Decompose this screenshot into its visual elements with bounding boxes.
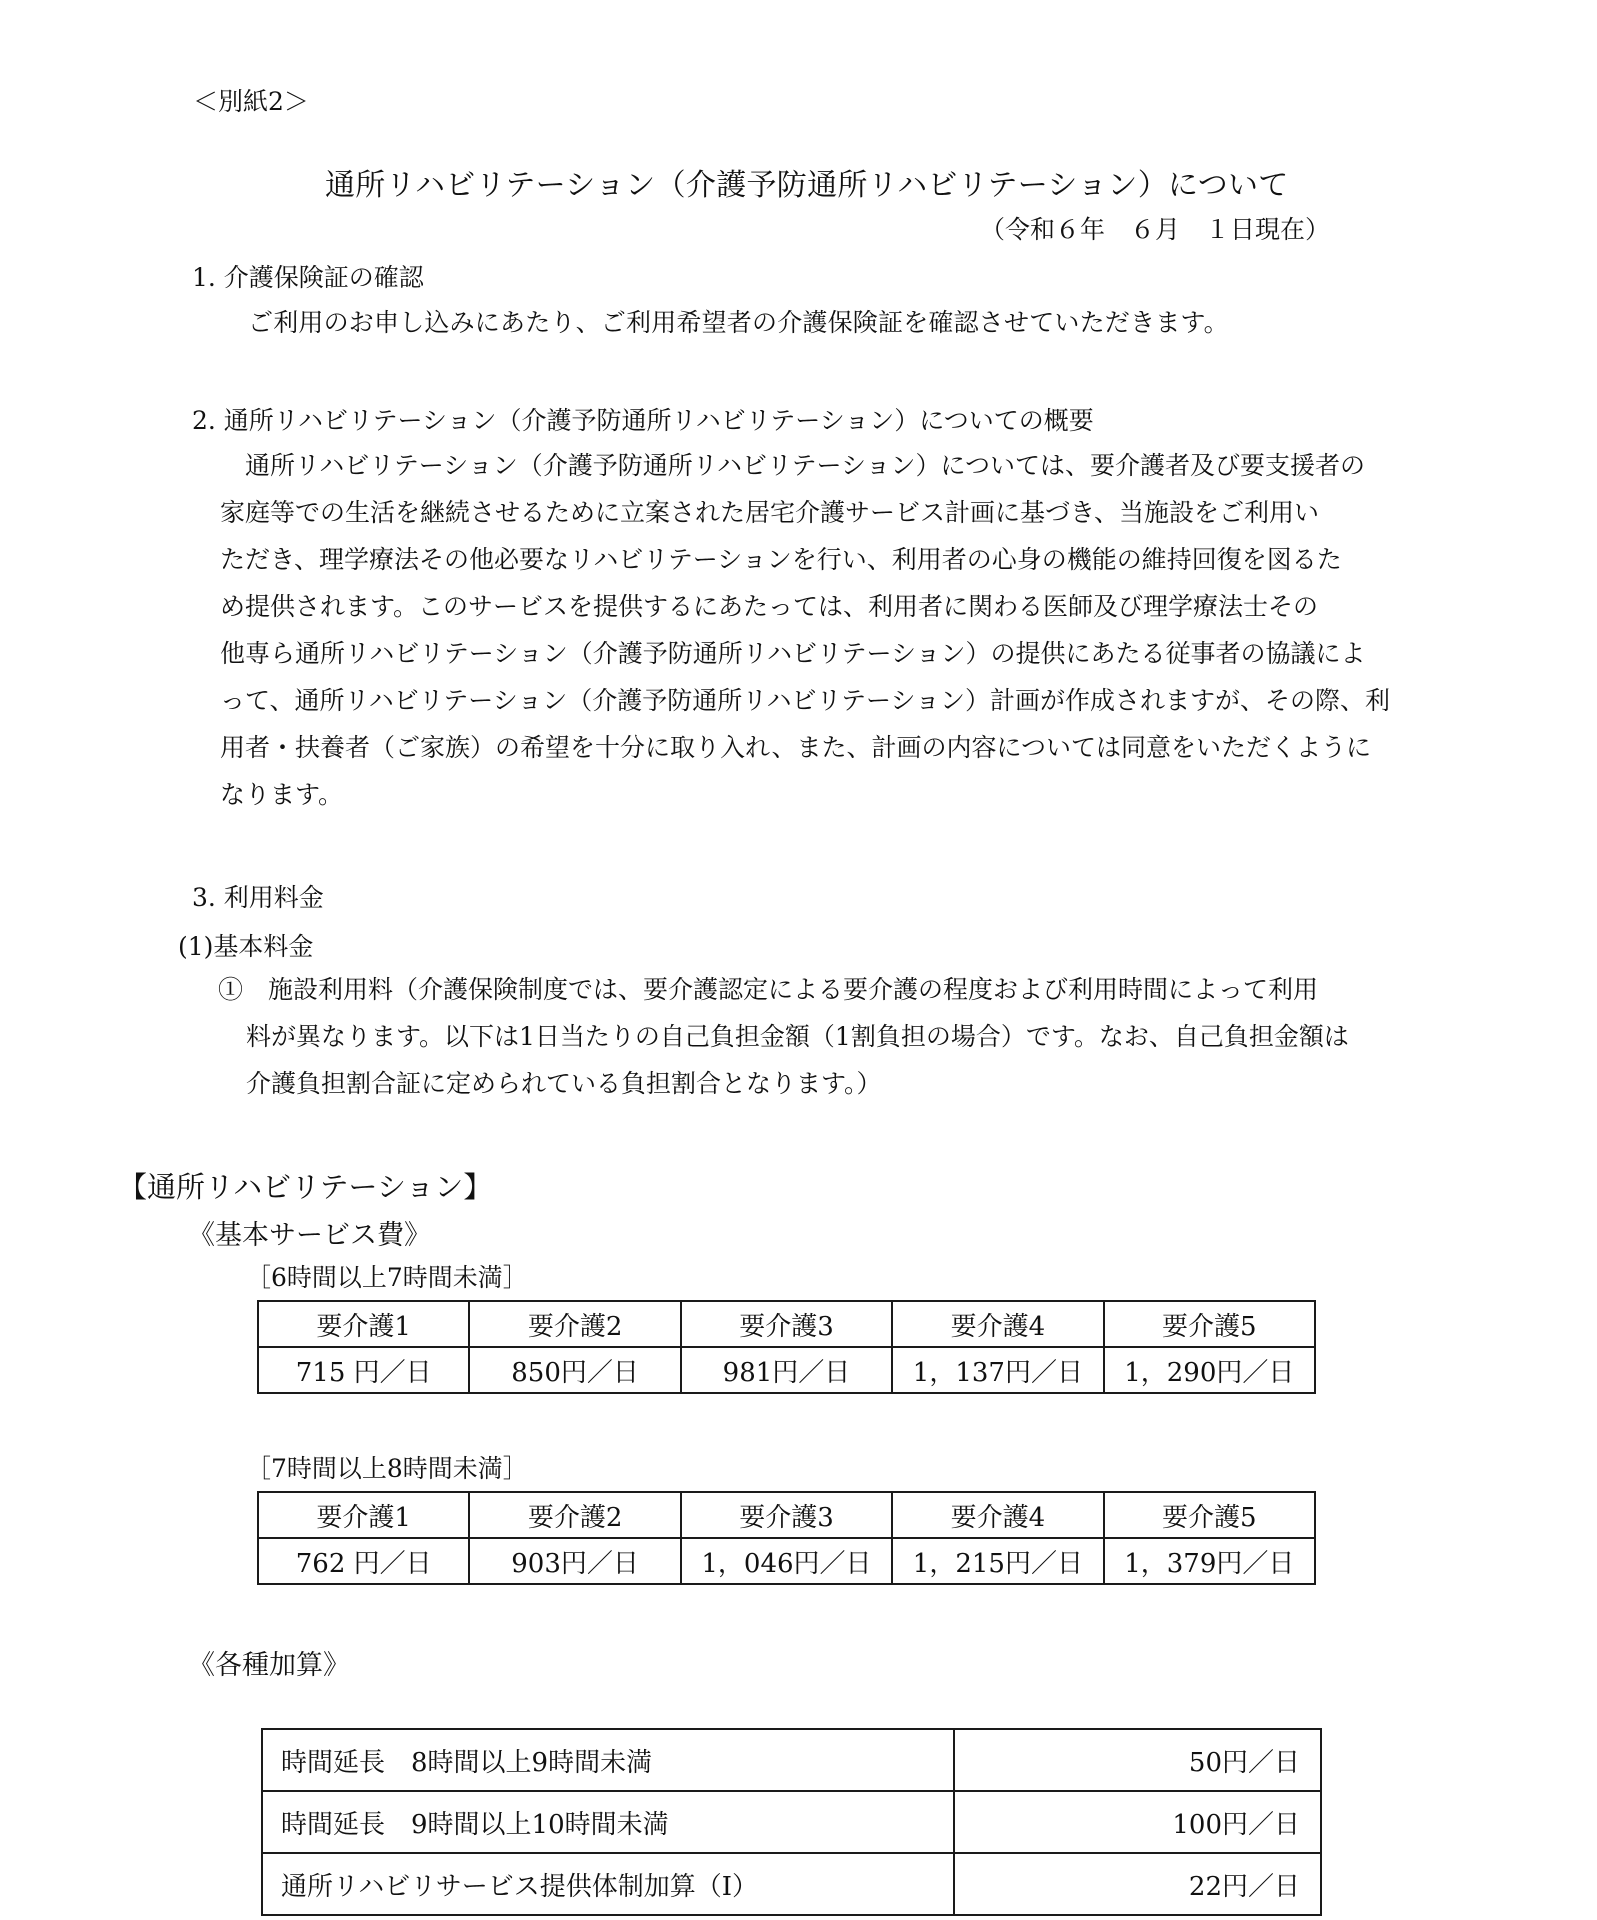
- table-header-cell: 要介護2: [469, 1492, 680, 1538]
- table-cell: 762 円／日: [258, 1538, 469, 1584]
- table-row: [262, 1729, 1321, 1791]
- table-header-cell: 要介護1: [258, 1492, 469, 1538]
- fee-table-6-7h: [257, 1300, 1316, 1394]
- table-row: [262, 1791, 1321, 1853]
- as-of-date: （令和６年 ６月 １日現在）: [980, 215, 1331, 244]
- table-header-row: [258, 1301, 1315, 1347]
- addition-value: 50円／日: [954, 1729, 1321, 1791]
- section2-line: なります。: [220, 780, 344, 809]
- table-cell: 981円／日: [681, 1347, 892, 1393]
- basic-fee-subheading: (1)基本料金: [178, 932, 314, 961]
- table-header-cell: 要介護2: [469, 1301, 680, 1347]
- annex-label: ＜別紙2＞: [193, 87, 309, 116]
- addition-label: 通所リハビリサービス提供体制加算（Ⅰ）: [262, 1853, 954, 1915]
- table-header-cell: 要介護3: [681, 1492, 892, 1538]
- table-cell: 1，290円／日: [1104, 1347, 1315, 1393]
- table-header-cell: 要介護5: [1104, 1301, 1315, 1347]
- section2-line: 通所リハビリテーション（介護予防通所リハビリテーション）については、要介護者及び要支援者の: [220, 451, 1366, 480]
- document-title: 通所リハビリテーション（介護予防通所リハビリテーション）について: [325, 168, 1289, 203]
- addition-value: 22円／日: [954, 1853, 1321, 1915]
- table-cell: 1，215円／日: [892, 1538, 1103, 1584]
- section2-line: って、通所リハビリテーション（介護予防通所リハビリテーション）計画が作成されますが、その際、利: [220, 686, 1391, 715]
- table-cell: 1，046円／日: [681, 1538, 892, 1584]
- section2-heading: 2. 通所リハビリテーション（介護予防通所リハビリテーション）についての概要: [192, 406, 1094, 435]
- table-header-cell: 要介護5: [1104, 1492, 1315, 1538]
- table-cell: 850円／日: [469, 1347, 680, 1393]
- additions-heading: 《各種加算》: [188, 1650, 350, 1681]
- facility-fee-note: [218, 966, 1398, 1107]
- section2-body: [220, 442, 1400, 818]
- table-cell: 1，137円／日: [892, 1347, 1103, 1393]
- section1-heading: 1. 介護保険証の確認: [192, 263, 424, 292]
- service-heading: 【通所リハビリテーション】: [118, 1170, 493, 1204]
- table1-span-label: ［6時間以上7時間未満］: [246, 1263, 528, 1292]
- additions-table: [261, 1728, 1322, 1916]
- table-cell: 715 円／日: [258, 1347, 469, 1393]
- section2-line: め提供されます。このサービスを提供するにあたっては、利用者に関わる医師及び理学療法士その: [220, 592, 1319, 621]
- table-cell: 903円／日: [469, 1538, 680, 1584]
- fee-table-7-8h: [257, 1491, 1316, 1585]
- addition-label: 時間延長 9時間以上10時間未満: [262, 1791, 954, 1853]
- table-header-cell: 要介護4: [892, 1301, 1103, 1347]
- facility-fee-line: 料が異なります。以下は1日当たりの自己負担金額（1割負担の場合）です。なお、自己負担金額は: [246, 1022, 1349, 1051]
- section2-line: 他専ら通所リハビリテーション（介護予防通所リハビリテーション）の提供にあたる従事者の協議によ: [220, 639, 1366, 668]
- section1-body: ご利用のお申し込みにあたり、ご利用希望者の介護保険証を確認させていただきます。: [248, 308, 1229, 337]
- section2-line: 用者・扶養者（ご家族）の希望を十分に取り入れ、また、計画の内容については同意をいただくように: [220, 733, 1372, 762]
- basic-service-fee-heading: 《基本サービス費》: [188, 1220, 431, 1251]
- table-row: [258, 1538, 1315, 1584]
- table-header-cell: 要介護3: [681, 1301, 892, 1347]
- table-cell: 1，379円／日: [1104, 1538, 1315, 1584]
- table-header-row: [258, 1492, 1315, 1538]
- table-row: [262, 1853, 1321, 1915]
- section2-line: 家庭等での生活を継続させるために立案された居宅介護サービス計画に基づき、当施設をご利用い: [220, 498, 1320, 527]
- section3-heading: 3. 利用料金: [192, 883, 324, 912]
- table-header-cell: 要介護4: [892, 1492, 1103, 1538]
- table-header-cell: 要介護1: [258, 1301, 469, 1347]
- table2-span-label: ［7時間以上8時間未満］: [246, 1454, 528, 1483]
- addition-label: 時間延長 8時間以上9時間未満: [262, 1729, 954, 1791]
- section2-line: ただき、理学療法その他必要なリハビリテーションを行い、利用者の心身の機能の維持回復を図るた: [220, 545, 1342, 574]
- facility-fee-line: 介護負担割合証に定められている負担割合となります。）: [246, 1069, 882, 1098]
- table-row: [258, 1347, 1315, 1393]
- addition-value: 100円／日: [954, 1791, 1321, 1853]
- facility-fee-line: ① 施設利用料（介護保険制度では、要介護認定による要介護の程度および利用時間によって利用: [218, 975, 1319, 1004]
